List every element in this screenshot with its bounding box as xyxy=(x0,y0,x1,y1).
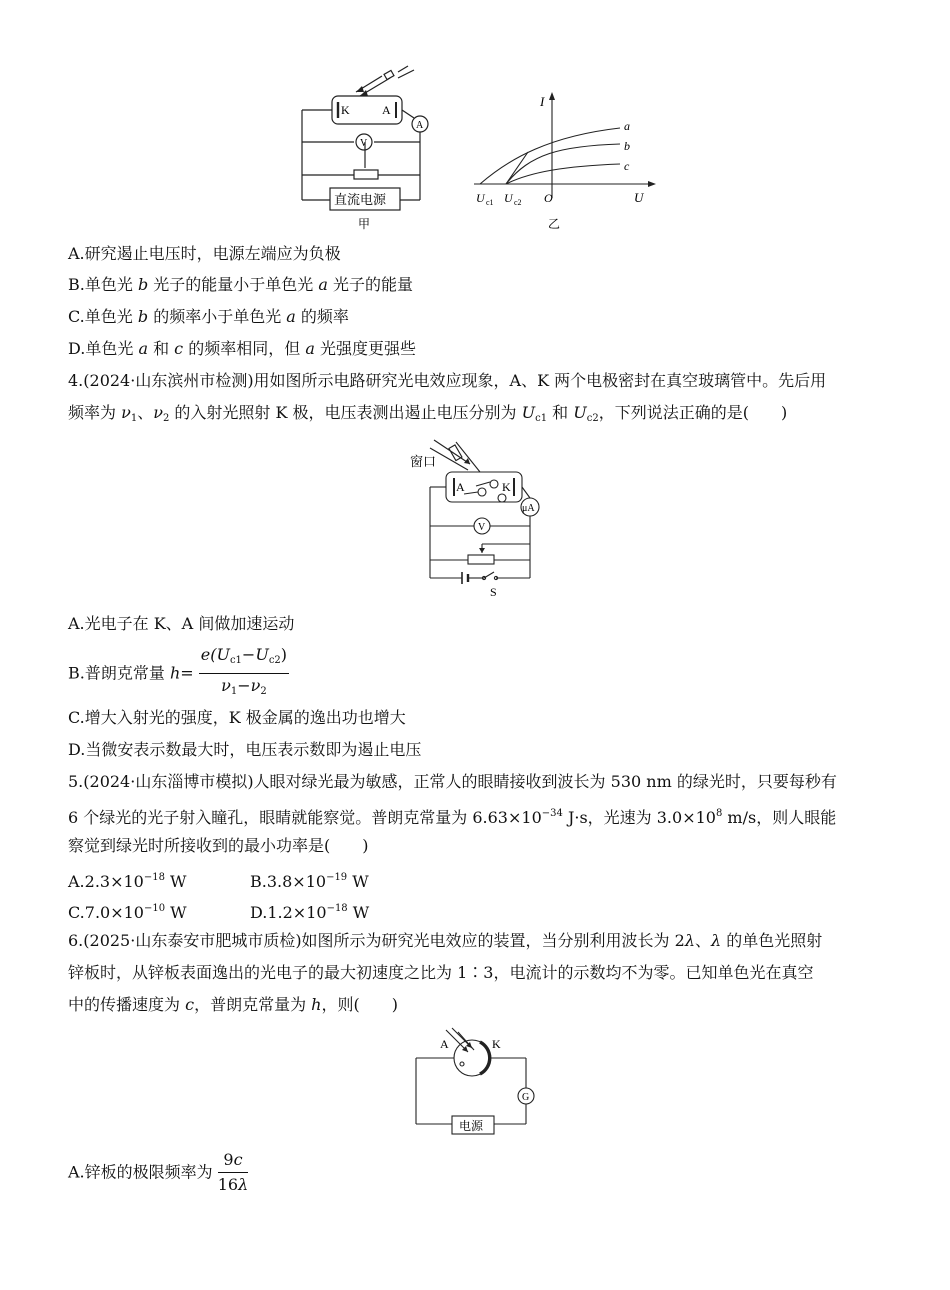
q5-stem-line-3: 察觉到绿光时所接收到的最小功率是( ) xyxy=(68,836,369,855)
q3-option-c: C.单色光 b 的频率小于单色光 a 的频率 xyxy=(68,307,349,326)
q5-option-b: $B.3.8\times 10^{-19}$ W xyxy=(250,872,369,891)
fig1-caption-left: 甲 xyxy=(358,217,371,231)
fig1-curve-b: b xyxy=(624,139,630,153)
figure-1-circuit xyxy=(290,62,440,234)
fig1-uc1: U xyxy=(476,191,485,205)
fig1-uc2: U xyxy=(504,191,513,205)
fig1-uc1-sub: c1 xyxy=(486,198,494,207)
fig1-graph-x-label: U xyxy=(634,190,644,205)
q4-option-b: B.普朗克常量 h= $\frac{e(U_{c1}-U_{c2})}{\nu_1-\nu_2}$ xyxy=(68,645,289,702)
q4-stem-line-2: 频率为 $\nu_1$、$\nu_2$ 的入射光照射 K 极，电压表测出遏止电压分别为 $U_{c1}$ 和 $U_{c2}$，下列说法正确的是( ) xyxy=(68,403,788,424)
q6-stem-line-3: 中的传播速度为 c，普朗克常量为 h，则( ) xyxy=(68,995,398,1014)
fig1-voltmeter-label: V xyxy=(360,138,368,149)
q6-option-a: A.锌板的极限频率为 $\frac{9c}{16\lambda}$ xyxy=(68,1150,249,1194)
fig2-label-A: A xyxy=(456,480,465,494)
fig1-label-K: K xyxy=(341,103,350,117)
fig1-curve-c: c xyxy=(624,159,630,173)
q5-stem-line-2: 6 个绿光的光子射入瞳孔，眼睛就能察觉。普朗克常量为 $6.63\times 10^{-34}$ J·s，光速为 $3.0\times 10^8$ m/s，则人眼能 xyxy=(68,808,837,827)
fig3-label-K: K xyxy=(492,1037,501,1051)
fig2-switch-label: S xyxy=(490,585,497,598)
fig1-ammeter-label: A xyxy=(416,120,424,131)
fig1-curve-a: a xyxy=(624,119,630,133)
figure-3-circuit xyxy=(410,1026,544,1138)
figure-2-circuit xyxy=(408,434,548,598)
fig2-microammeter-label: μA xyxy=(522,503,535,514)
fig1-graph-y-label: I xyxy=(540,94,545,109)
q4-option-b-fraction: $\frac{e(U_{c1}-U_{c2})}{\nu_1-\nu_2}$ xyxy=(200,645,288,697)
q3-option-b: B.单色光 b 光子的能量小于单色光 a 光子的能量 xyxy=(68,275,414,294)
q4-option-a: A.光电子在 K、A 间做加速运动 xyxy=(68,614,295,633)
q4-option-c: C.增大入射光的强度，K 极金属的逸出功也增大 xyxy=(68,708,406,727)
fig1-uc2-sub: c2 xyxy=(514,198,522,207)
fig2-voltmeter-label: V xyxy=(478,522,486,533)
fig3-power-label: 电源 xyxy=(459,1119,484,1133)
q6-stem-line-2: 锌板时，从锌板表面逸出的光电子的最大初速度之比为 1∶3，电流计的示数均不为零。已知单色光在真空 xyxy=(68,963,814,982)
q3-option-d: D.单色光 a 和 c 的频率相同，但 a 光强度更强些 xyxy=(68,339,416,358)
fig3-galvanometer-label: G xyxy=(522,1092,530,1103)
q5-stem-line-1: 5.(2024·山东淄博市模拟)人眼对绿光最为敏感，正常人的眼睛接收到波长为 530 nm 的绿光时，只要每秒有 xyxy=(68,772,837,791)
q5-option-a: $A.2.3\times 10^{-18}$ W xyxy=(68,872,187,891)
fig1-label-A: A xyxy=(382,103,391,117)
q5-option-d: $D.1.2\times 10^{-18}$ W xyxy=(250,903,370,922)
fig1-graph-origin: O xyxy=(544,191,553,205)
fig1-caption-right: 乙 xyxy=(548,217,561,231)
fig2-label-K: K xyxy=(502,480,511,494)
fig2-window-label: 窗口 xyxy=(410,455,437,470)
q6-stem-line-1: 6.(2025·山东泰安市肥城市质检)如图所示为研究光电效应的装置，当分别利用波长为 2λ、λ 的单色光照射 xyxy=(68,931,823,950)
fig1-power-label: 直流电源 xyxy=(334,193,387,208)
q6-option-a-fraction: $\frac{9c}{16\lambda}$ xyxy=(217,1150,249,1194)
fig3-label-A: A xyxy=(440,1037,449,1051)
q3-option-a: A.研究遏止电压时，电源左端应为负极 xyxy=(68,244,341,263)
q4-option-d: D.当微安表示数最大时，电压表示数即为遏止电压 xyxy=(68,740,422,759)
q4-stem-line-1: 4.(2024·山东滨州市检测)用如图所示电路研究光电效应现象，A、K 两个电极密封在真空玻璃管中。先后用 xyxy=(68,371,827,390)
figure-1-graph xyxy=(470,88,660,232)
q5-option-c: $C.7.0\times 10^{-10}$ W xyxy=(68,903,187,922)
